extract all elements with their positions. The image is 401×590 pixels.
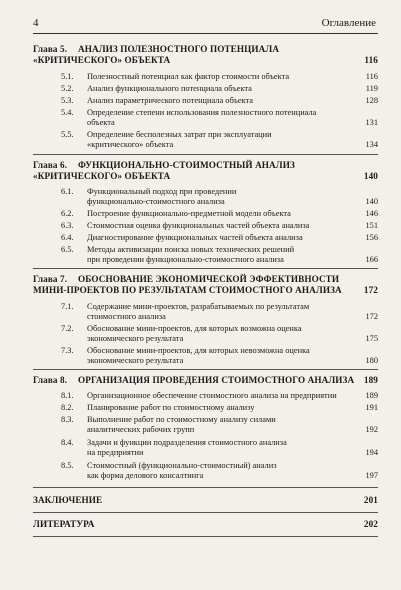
divider [33, 536, 378, 537]
divider [33, 512, 378, 513]
page-header [33, 15, 378, 34]
book-page: 4 Оглавление Глава 5. АНАЛИЗ ПОЛЕЗНОСТНОГО ПОТЕНЦИАЛА «КРИТИЧЕСКОГО» ОБЪЕКТА 116 5.1. Полезностный потенциал как фактор стоимости объекта 116 5.2. Анализ функционального потенциала объекта 119 5.3. Анализ параметрического потенциала объекта 128 5.4. Определение степени использования полезностного потенциала объекта 131 5.5. Определение бесполезных затрат при эксплуатации «критического» объекта 134 Глава 6. ФУНКЦИОНАЛЬНО-СТОИМОСТНЫЙ АНАЛИЗ «КРИТИЧЕСКОГО» ОБЪЕКТА 140 6.1. Функциональный подход при проведении функционально-стоимостного анализа 140 6.2. Построение функционально-предметной модели объекта 146 6.3. Стоимостная оценка функциональных частей объекта анализа 151 6.4. Диагностирование функциональных частей объекта анализа 156 6.5. Методы активизации поиска новых технических решений при проведении функционально-стоимостного анализа 166 Глава 7. ОБОСНОВАНИЕ ЭКОНОМИЧЕСКОЙ ЭФФЕКТИВНОСТИ МИНИ-ПРОЕКТОВ ПО РЕЗУЛЬТАТАМ СТОИМОСТНОГО АНАЛИЗА 172 7.1. Содержание мини-проектов, разрабатываемых по результатам стоимостного анализа 172 7.2. Обоснование мини-проектов, для которых возможна оценка экономического результата 175 7.3. Обоснование мини-проектов, для которых невозможна оценка экономического результата 180 Глава 8. ОРГАНИЗАЦИЯ ПРОВЕДЕНИЯ СТОИМОСТНОГО АНАЛИЗА 189 8.1. Организационное обеспечение стоимостного анализа на предприятии 189 8.2. Планирование работ по стоимостному анализу 191 8.3. Выполнение работ по стоимостному анализу силами аналитических рабочих групп 192 8.4. Задачи и функции подразделения стоимостного анализа на предприятии 194 8.5. Стоимостный (функционально-стоимостный) анализ как форма делового консалтинга 197 ЗАКЛЮЧЕНИЕ 201 ЛИТЕРАТУРА 202 [0, 0, 401, 590]
divider [33, 154, 378, 155]
page-number: 4 [33, 17, 39, 29]
divider [33, 369, 378, 370]
divider [33, 487, 378, 488]
running-title: Оглавление [321, 17, 376, 29]
divider [33, 268, 378, 269]
